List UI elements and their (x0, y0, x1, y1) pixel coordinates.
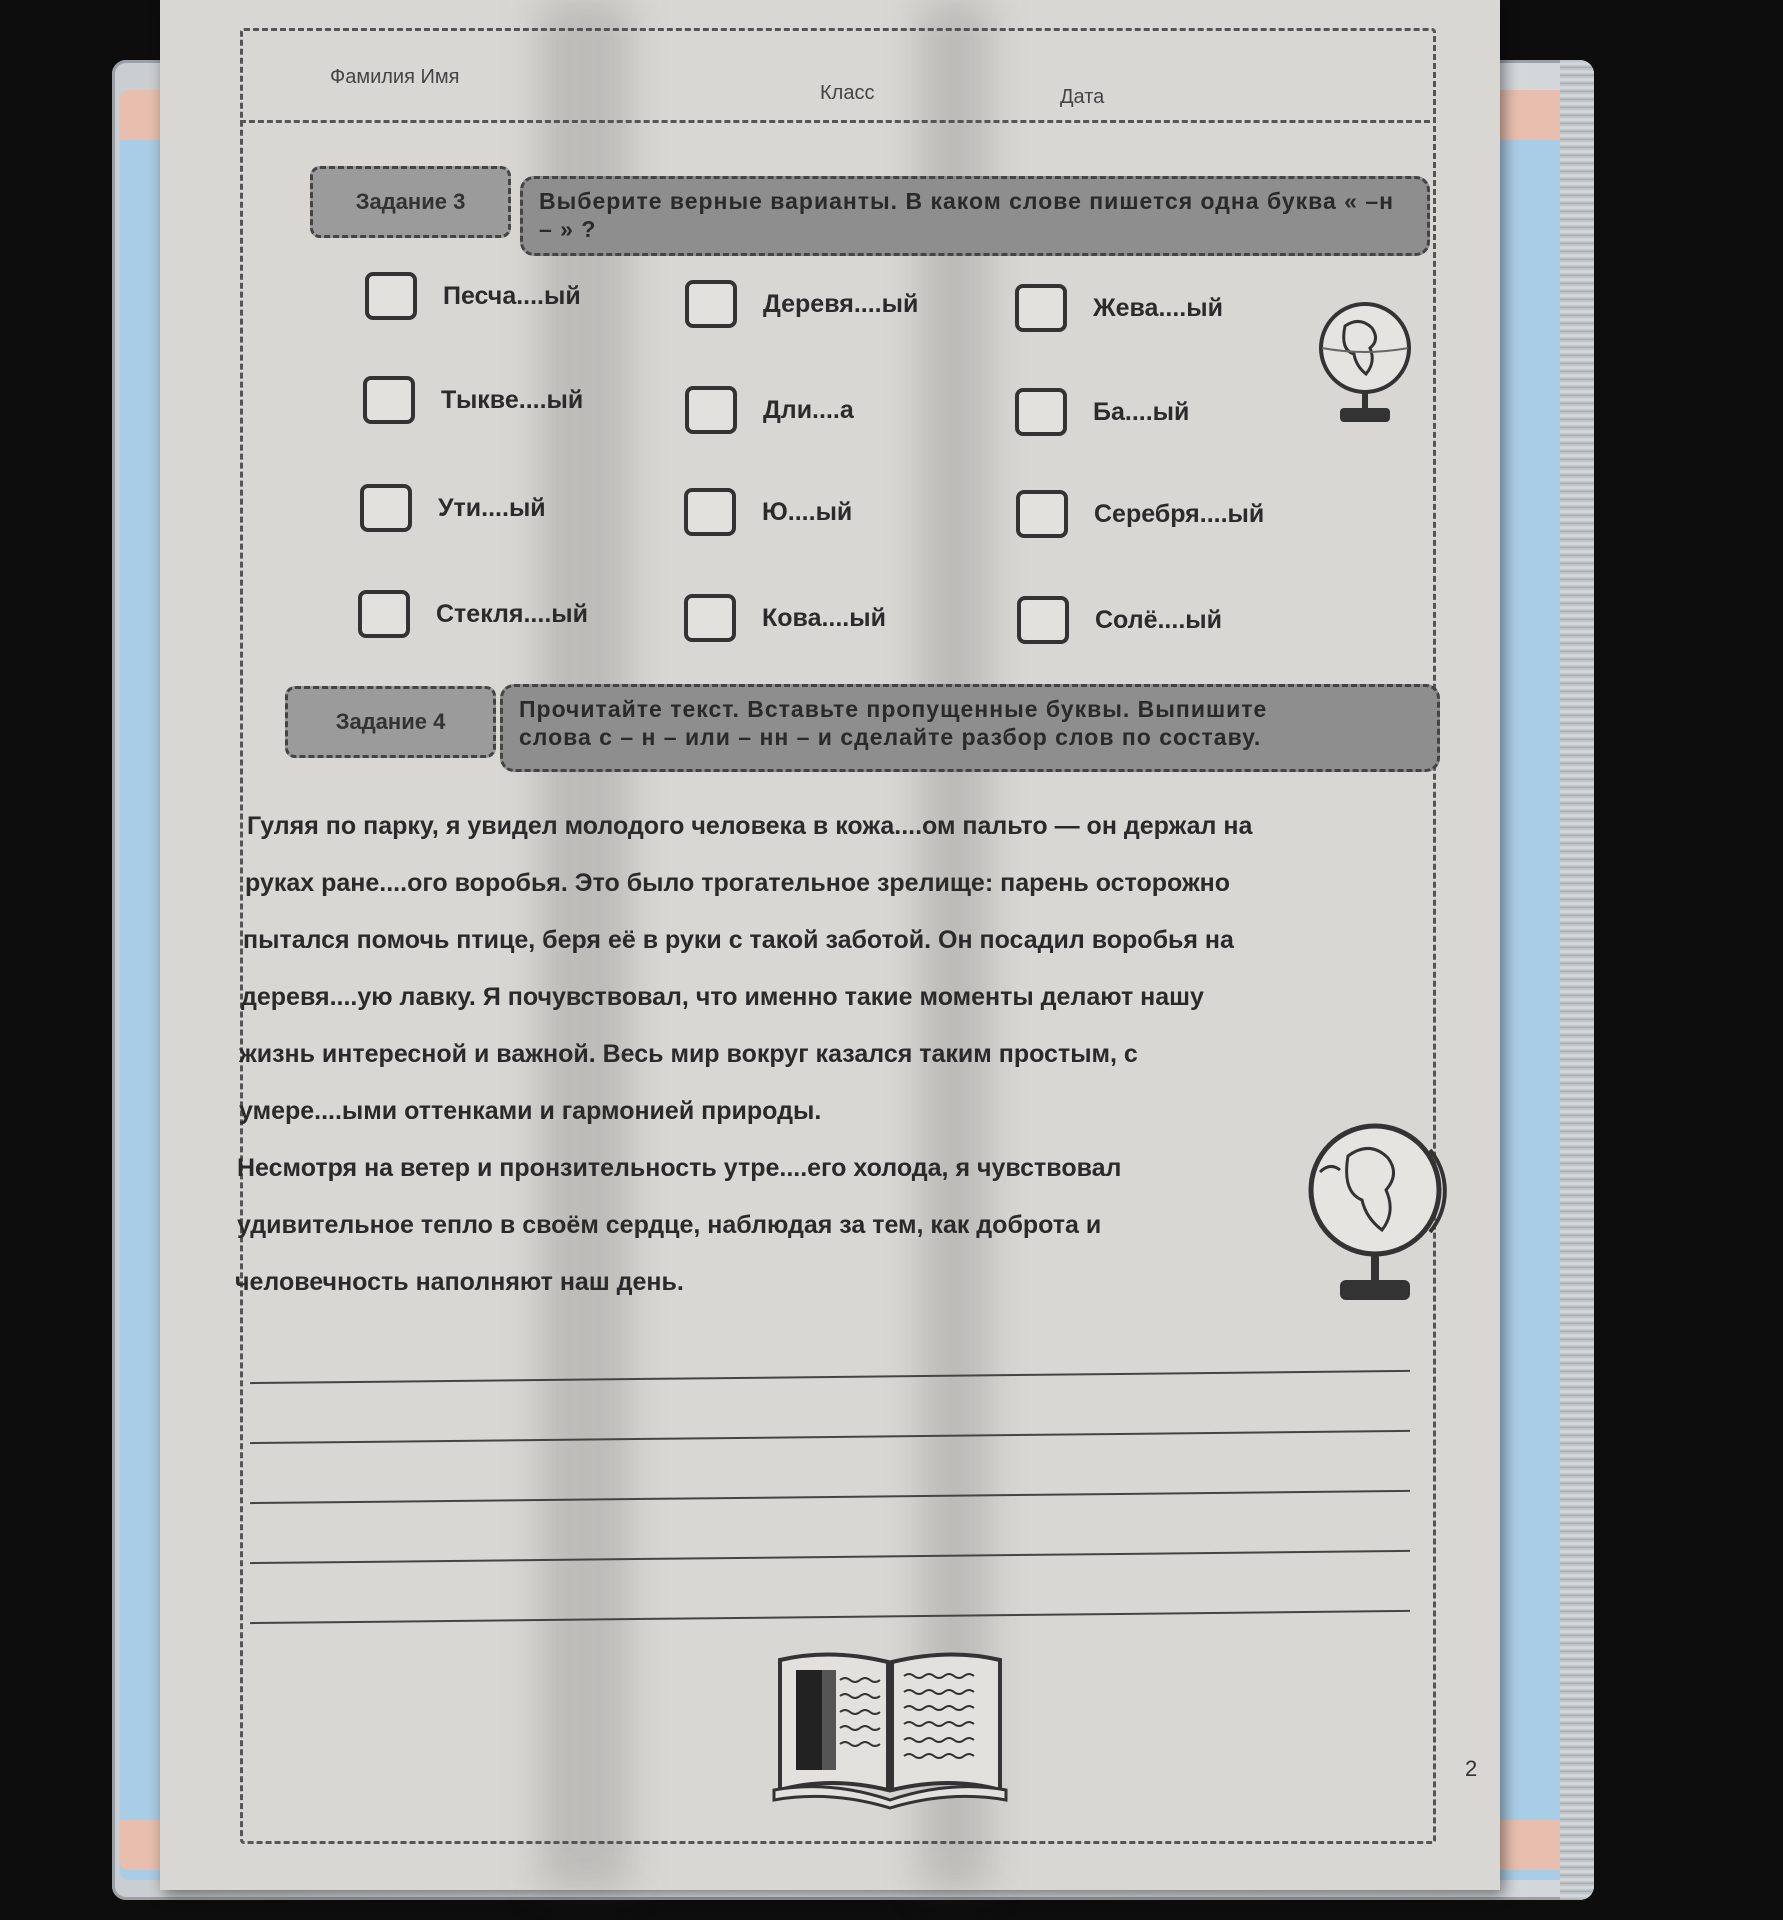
option-checkbox[interactable] (684, 488, 736, 536)
task3-badge-label: Задание 3 (355, 189, 466, 214)
passage-line: умере....ыми оттенками и гармонией природы. (239, 1097, 822, 1125)
option-checkbox[interactable] (1015, 284, 1067, 332)
reading-passage (235, 798, 1365, 1311)
option-checkbox[interactable] (685, 386, 737, 434)
task4-instruction-line: Прочитайте текст. Вставьте пропущенные буквы. Выпишите (519, 696, 1268, 722)
passage-line: удивительное тепло в своём сердце, наблюдая за тем, как доброта и (237, 1211, 1102, 1239)
option-label: Кова....ый (762, 603, 886, 632)
option-row[interactable] (363, 376, 583, 424)
passage-line: Несмотря на ветер и пронзительность утре....его холода, я чувствовал (237, 1154, 1122, 1182)
option-label: Песча....ый (443, 281, 581, 310)
option-row[interactable] (685, 280, 918, 328)
option-row[interactable] (685, 386, 854, 434)
option-label: Серебря....ый (1094, 499, 1265, 528)
task4-instruction-line: слова с – н – или – нн – и сделайте разбор слов по составу. (519, 724, 1262, 750)
option-row[interactable] (1017, 596, 1222, 644)
option-label: Ути....ый (438, 493, 546, 522)
option-checkbox[interactable] (360, 484, 412, 532)
option-label: Деревя....ый (763, 289, 919, 318)
option-label: Ю....ый (762, 497, 853, 526)
open-book-icon (770, 1640, 1010, 1810)
worksheet-page (160, 0, 1500, 1890)
option-row[interactable] (1015, 284, 1223, 332)
option-label: Дли....а (763, 395, 854, 424)
passage-line: Гуляя по парку, я увидел молодого человека в кожа....ом пальто — он держал на (247, 812, 1253, 840)
globe-icon (1310, 296, 1420, 436)
task3-badge (310, 166, 511, 238)
task4-instruction (500, 684, 1440, 772)
option-label: Стекля....ый (436, 599, 588, 628)
option-checkbox[interactable] (1015, 388, 1067, 436)
passage-line: человечность наполняют наш день. (235, 1268, 684, 1296)
option-row[interactable] (358, 590, 588, 638)
page-number: 2 (1465, 1756, 1478, 1781)
option-label: Жева....ый (1093, 293, 1223, 322)
option-row[interactable] (1016, 490, 1264, 538)
option-checkbox[interactable] (684, 594, 736, 642)
task3-instruction (520, 176, 1430, 256)
option-row[interactable] (684, 488, 852, 536)
globe-icon (1300, 1112, 1450, 1322)
passage-line: руках ране....ого воробья. Это было трогательное зрелище: парень осторожно (245, 869, 1231, 897)
task4-badge-label: Задание 4 (335, 709, 446, 734)
option-label: Ба....ый (1093, 397, 1190, 426)
task4-badge (285, 686, 496, 758)
option-checkbox[interactable] (1017, 596, 1069, 644)
passage-line: деревя....ую лавку. Я почувствовал, что именно такие моменты делают нашу (241, 983, 1204, 1011)
sleeve-edge (1560, 60, 1594, 1900)
passage-line: жизнь интересной и важной. Весь мир вокруг казался таким простым, с (239, 1040, 1138, 1068)
option-row[interactable] (684, 594, 886, 642)
option-checkbox[interactable] (1016, 490, 1068, 538)
name-label: Фамилия Имя (330, 66, 460, 88)
class-label: Класс (820, 82, 875, 104)
option-row[interactable] (365, 272, 581, 320)
option-checkbox[interactable] (363, 376, 415, 424)
option-row[interactable] (1015, 388, 1189, 436)
option-checkbox[interactable] (358, 590, 410, 638)
date-label: Дата (1060, 86, 1105, 108)
option-row[interactable] (360, 484, 546, 532)
passage-line: пытался помочь птице, беря её в руки с такой заботой. Он посадил воробья на (243, 926, 1234, 954)
option-checkbox[interactable] (365, 272, 417, 320)
option-label: Тыкве....ый (441, 385, 584, 414)
task3-instruction-text: Выберите верные варианты. В каком слове пишется одна буква « –н – » ? (539, 188, 1395, 242)
option-checkbox[interactable] (685, 280, 737, 328)
option-label: Солё....ый (1095, 605, 1222, 634)
